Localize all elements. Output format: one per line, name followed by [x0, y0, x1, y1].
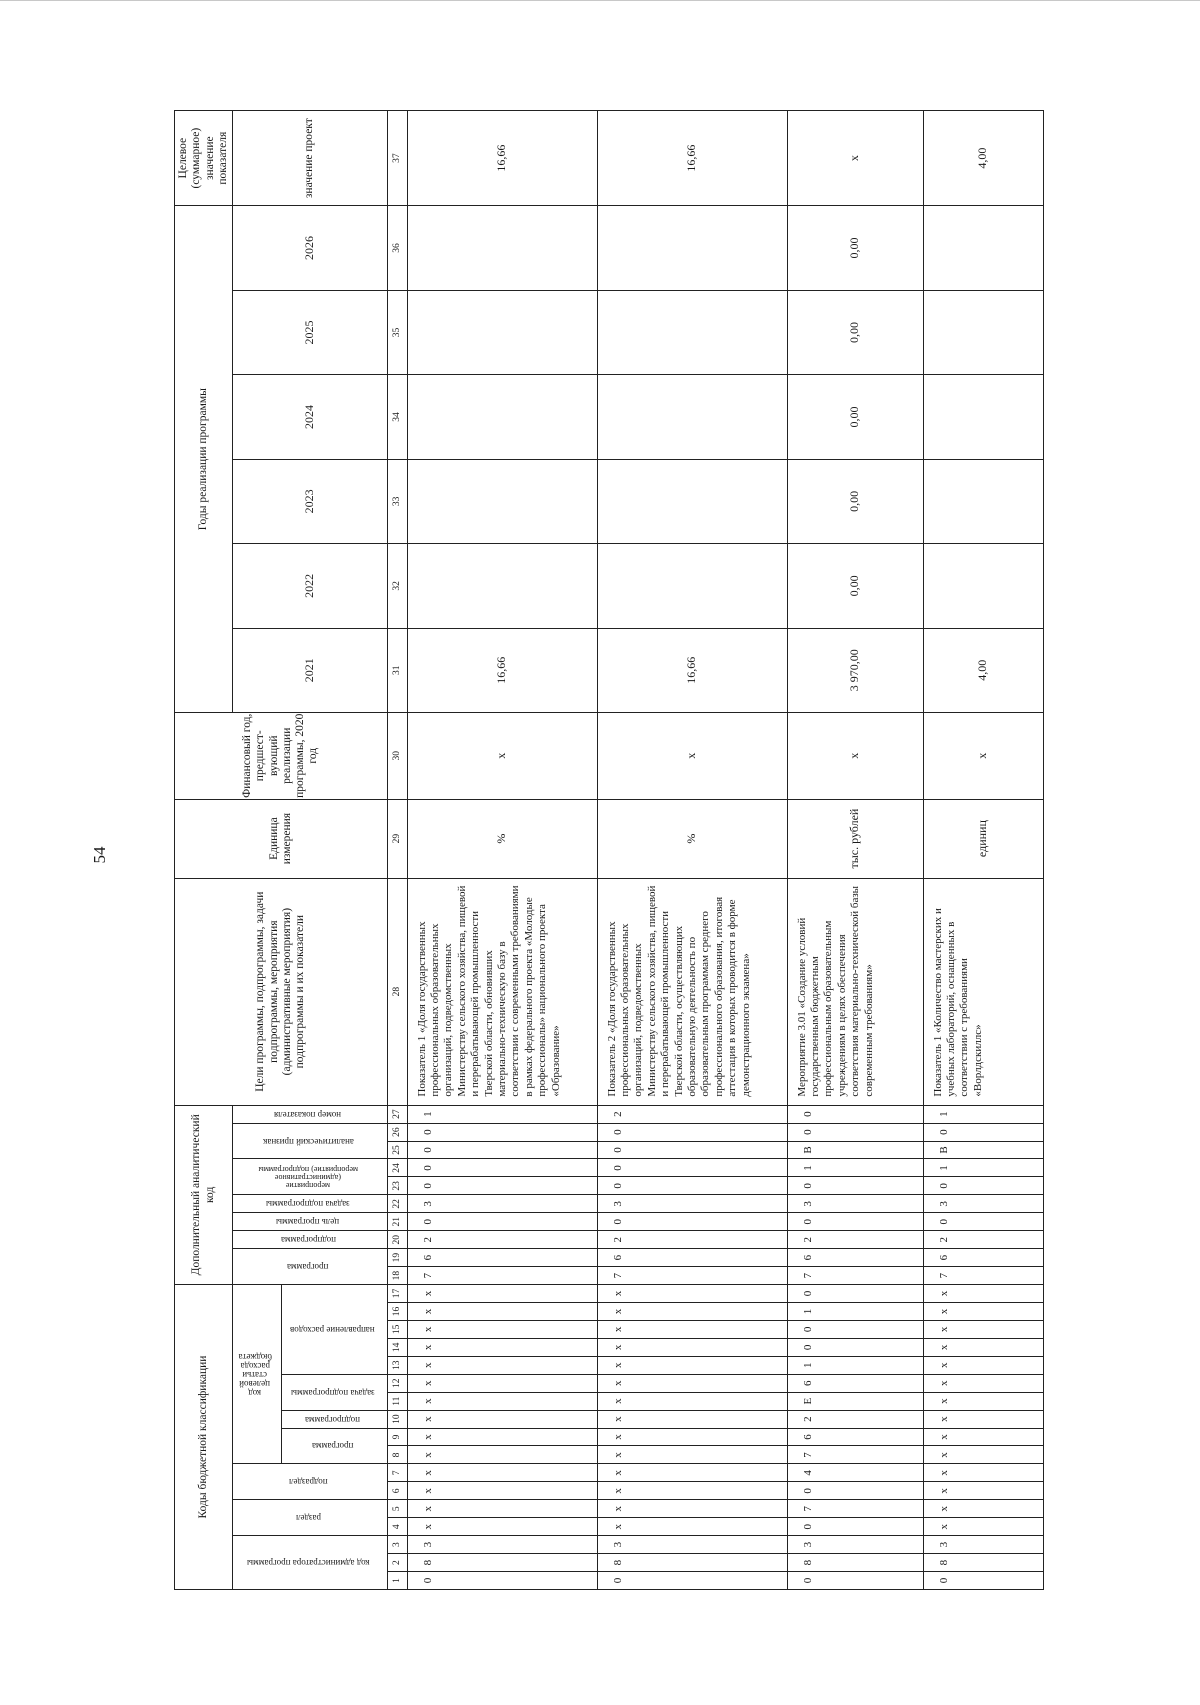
- year-value-2023: [407, 459, 597, 543]
- row-fin-year: x: [597, 712, 787, 799]
- column-number: 31: [387, 628, 407, 712]
- column-number: 17: [387, 1285, 407, 1303]
- column-number: 32: [387, 544, 407, 628]
- code-cell: x: [407, 1500, 597, 1518]
- code-cell: 0: [407, 1141, 597, 1159]
- code-cell: 7: [787, 1500, 923, 1518]
- column-numbers-row: [387, 111, 407, 1590]
- year-value-2022: 0,00: [787, 544, 923, 628]
- code-cell: 0: [787, 1572, 923, 1590]
- row-description: Показатель 2 «Доля государственных профессиональных образовательных организаций, подведомственных Министерству сельского хозяйства, пищевой и перерабатывающей промышленности Тверской области, осуществляющих образовательную деятельность по образовательным программам среднего профессионального образования, итоговая аттестация в которых проводится в форме демонстрационного экзамена»: [597, 878, 787, 1105]
- header-years: Годы реализации программы: [175, 206, 233, 713]
- code-cell: 0: [597, 1123, 787, 1141]
- code-cell: x: [597, 1500, 787, 1518]
- code-cell: 1: [923, 1159, 1043, 1177]
- row-unit: %: [597, 799, 787, 878]
- code-cell: 0: [923, 1213, 1043, 1231]
- code-cell: 0: [787, 1105, 923, 1123]
- code-cell: 0: [407, 1159, 597, 1177]
- code-cell: x: [407, 1392, 597, 1410]
- code-cell: 0: [407, 1213, 597, 1231]
- code-cell: 3: [407, 1195, 597, 1213]
- code-cell: 0: [787, 1482, 923, 1500]
- code-cell: x: [597, 1285, 787, 1303]
- header-goals: Цели программы, подпрограммы, задачи подпрограммы, мероприятия (административные мероприятия) подпрограммы и их показатели: [175, 878, 388, 1105]
- code-cell: x: [407, 1320, 597, 1338]
- code-cell: 1: [787, 1159, 923, 1177]
- header-a-subprogram: подпрограмма: [233, 1231, 388, 1249]
- column-number: 26: [387, 1123, 407, 1141]
- code-cell: x: [597, 1428, 787, 1446]
- code-cell: 0: [787, 1177, 923, 1195]
- column-number: 34: [387, 375, 407, 459]
- code-cell: x: [407, 1356, 597, 1374]
- code-cell: 3: [923, 1536, 1043, 1554]
- column-number: 1: [387, 1572, 407, 1590]
- header-a-sign: аналитический признак: [233, 1123, 388, 1159]
- column-number: 7: [387, 1464, 407, 1482]
- column-number: 16: [387, 1303, 407, 1321]
- code-cell: x: [923, 1464, 1043, 1482]
- row-unit: единиц: [923, 799, 1043, 878]
- code-cell: x: [923, 1338, 1043, 1356]
- table-row: [787, 111, 923, 1590]
- code-cell: x: [407, 1410, 597, 1428]
- header-program: программа: [281, 1428, 387, 1464]
- year-value-2021: 4,00: [923, 628, 1043, 712]
- code-cell: 6: [407, 1249, 597, 1267]
- code-cell: x: [407, 1374, 597, 1392]
- year-value-2024: [407, 375, 597, 459]
- year-value-2025: [923, 290, 1043, 374]
- code-cell: 7: [787, 1267, 923, 1285]
- code-cell: 0: [923, 1177, 1043, 1195]
- code-cell: 0: [787, 1518, 923, 1536]
- program-table: [174, 110, 1044, 1590]
- code-cell: 0: [787, 1320, 923, 1338]
- year-value-2025: [407, 290, 597, 374]
- code-cell: 0: [787, 1338, 923, 1356]
- row-description: Показатель 1 «Доля государственных профессиональных образовательных организаций, подведомственных Министерству сельского хозяйства, пищевой и перерабатывающей промышленности Тверской области, обновивших материально-техническую базу в соответствии с современными требованиями в рамках федерального проекта «Молодые профессионалы» национального проекта «Образование»: [407, 878, 597, 1105]
- header-target: Целевое (суммарное) значение показателя: [175, 111, 233, 206]
- code-cell: 3: [597, 1536, 787, 1554]
- page-number: 54: [90, 846, 109, 864]
- year-value-2026: [597, 206, 787, 290]
- column-number: 13: [387, 1356, 407, 1374]
- column-number: 21: [387, 1213, 407, 1231]
- code-cell: x: [407, 1518, 597, 1536]
- year-2025: 2025: [233, 290, 388, 374]
- code-cell: 3: [787, 1536, 923, 1554]
- column-number: 27: [387, 1105, 407, 1123]
- column-number: 25: [387, 1141, 407, 1159]
- code-cell: x: [407, 1338, 597, 1356]
- year-value-2023: 0,00: [787, 459, 923, 543]
- code-cell: Е: [787, 1392, 923, 1410]
- code-cell: 0: [407, 1177, 597, 1195]
- column-number: 22: [387, 1195, 407, 1213]
- header-admin-code: код администратора программы: [233, 1536, 388, 1590]
- year-2024: 2024: [233, 375, 388, 459]
- code-cell: 0: [407, 1572, 597, 1590]
- year-value-2026: [923, 206, 1043, 290]
- column-number: 36: [387, 206, 407, 290]
- column-number: 28: [387, 878, 407, 1105]
- column-number: 35: [387, 290, 407, 374]
- year-value-2026: 0,00: [787, 206, 923, 290]
- code-cell: x: [923, 1428, 1043, 1446]
- column-number: 2: [387, 1554, 407, 1572]
- code-cell: 1: [787, 1356, 923, 1374]
- header-a-goal: цель программы: [233, 1213, 388, 1231]
- column-number: 37: [387, 111, 407, 206]
- code-cell: x: [923, 1518, 1043, 1536]
- code-cell: x: [923, 1446, 1043, 1464]
- code-cell: 0: [597, 1213, 787, 1231]
- row-unit: %: [407, 799, 597, 878]
- header-subsection: подраздел: [233, 1464, 388, 1500]
- column-number: 23: [387, 1177, 407, 1195]
- code-cell: x: [597, 1410, 787, 1428]
- header-fin-year: Финансовый год, предшест-вующий реализации программы, 2020 год: [175, 712, 388, 799]
- code-cell: 3: [787, 1195, 923, 1213]
- row-fin-year: x: [407, 712, 597, 799]
- code-cell: 0: [597, 1141, 787, 1159]
- code-cell: 2: [597, 1105, 787, 1123]
- column-number: 33: [387, 459, 407, 543]
- row-description: Показатель 1 «Количество мастерских и учебных лабораторий, оснащенных в соответствии с требованиями «Ворлдскиллс»: [923, 878, 1043, 1105]
- header-a-program: программа: [233, 1249, 388, 1285]
- table-body: [407, 111, 1043, 1590]
- header-a-indicator: номер показателя: [233, 1105, 388, 1123]
- year-value-2022: [923, 544, 1043, 628]
- code-cell: 1: [923, 1105, 1043, 1123]
- year-value-2025: 0,00: [787, 290, 923, 374]
- year-2023: 2023: [233, 459, 388, 543]
- code-cell: 3: [407, 1536, 597, 1554]
- code-cell: 8: [923, 1554, 1043, 1572]
- code-cell: 1: [787, 1303, 923, 1321]
- column-number: 10: [387, 1410, 407, 1428]
- code-cell: x: [407, 1482, 597, 1500]
- column-number: 11: [387, 1392, 407, 1410]
- row-target: 16,66: [407, 111, 597, 206]
- code-cell: x: [407, 1285, 597, 1303]
- code-cell: x: [597, 1392, 787, 1410]
- year-value-2021: 3 970,00: [787, 628, 923, 712]
- code-cell: 2: [597, 1231, 787, 1249]
- header-analytic-code: Дополнительный аналитический код: [175, 1105, 233, 1284]
- code-cell: x: [597, 1320, 787, 1338]
- code-cell: x: [597, 1374, 787, 1392]
- code-cell: x: [597, 1482, 787, 1500]
- column-number: 19: [387, 1249, 407, 1267]
- year-value-2021: 16,66: [407, 628, 597, 712]
- code-cell: 0: [787, 1285, 923, 1303]
- code-cell: 2: [787, 1231, 923, 1249]
- code-cell: 7: [597, 1267, 787, 1285]
- code-cell: 0: [923, 1572, 1043, 1590]
- row-description: Мероприятие 3.01 «Создание условий государственным бюджетным профессиональным образовательным учреждениям в целях обеспечения соответствия материально-технической базы современным требованиям»: [787, 878, 923, 1105]
- code-cell: 6: [787, 1428, 923, 1446]
- column-number: 24: [387, 1159, 407, 1177]
- code-cell: 8: [597, 1554, 787, 1572]
- code-cell: x: [407, 1446, 597, 1464]
- code-cell: x: [597, 1338, 787, 1356]
- header-section: раздел: [233, 1500, 388, 1536]
- header-target-sub: значение проект: [233, 111, 388, 206]
- year-value-2022: [597, 544, 787, 628]
- table-row: [923, 111, 1043, 1590]
- header-a-event: мероприятие (административное мероприятие) подпрограммы: [233, 1159, 388, 1195]
- column-number: 29: [387, 799, 407, 878]
- column-number: 12: [387, 1374, 407, 1392]
- row-unit: тыс. рублей: [787, 799, 923, 878]
- column-number: 15: [387, 1320, 407, 1338]
- code-cell: x: [923, 1374, 1043, 1392]
- header-target-article: код целевой статьи расхода бюджета: [233, 1285, 282, 1464]
- header-unit: Единица измерения: [175, 799, 388, 878]
- code-cell: x: [923, 1392, 1043, 1410]
- year-value-2024: [597, 375, 787, 459]
- table-row: [407, 111, 597, 1590]
- column-number: 9: [387, 1428, 407, 1446]
- column-number: 20: [387, 1231, 407, 1249]
- code-cell: x: [597, 1356, 787, 1374]
- row-target: 4,00: [923, 111, 1043, 206]
- year-2021: 2021: [233, 628, 388, 712]
- code-cell: 0: [787, 1213, 923, 1231]
- column-number: 8: [387, 1446, 407, 1464]
- year-2022: 2022: [233, 544, 388, 628]
- code-cell: 0: [407, 1123, 597, 1141]
- code-cell: x: [407, 1303, 597, 1321]
- code-cell: 8: [787, 1554, 923, 1572]
- year-value-2024: [923, 375, 1043, 459]
- row-fin-year: x: [787, 712, 923, 799]
- code-cell: x: [923, 1500, 1043, 1518]
- year-value-2022: [407, 544, 597, 628]
- code-cell: 0: [597, 1177, 787, 1195]
- code-cell: 3: [597, 1195, 787, 1213]
- header-a-task: задача подпрограммы: [233, 1195, 388, 1213]
- header-budget-codes: Коды бюджетной классификации: [175, 1285, 233, 1590]
- code-cell: 2: [407, 1231, 597, 1249]
- year-value-2025: [597, 290, 787, 374]
- code-cell: В: [923, 1141, 1043, 1159]
- header-subprogram-task: задача подпрограммы: [281, 1374, 387, 1410]
- code-cell: 7: [787, 1446, 923, 1464]
- row-fin-year: x: [923, 712, 1043, 799]
- code-cell: 0: [923, 1123, 1043, 1141]
- column-number: 6: [387, 1482, 407, 1500]
- code-cell: x: [407, 1464, 597, 1482]
- code-cell: В: [787, 1141, 923, 1159]
- code-cell: x: [923, 1410, 1043, 1428]
- code-cell: x: [597, 1464, 787, 1482]
- row-target: x: [787, 111, 923, 206]
- code-cell: x: [923, 1320, 1043, 1338]
- year-value-2023: [597, 459, 787, 543]
- column-number: 14: [387, 1338, 407, 1356]
- code-cell: x: [923, 1482, 1043, 1500]
- code-cell: 2: [787, 1410, 923, 1428]
- column-number: 18: [387, 1267, 407, 1285]
- code-cell: x: [407, 1428, 597, 1446]
- header-expense-direction: направление расходов: [281, 1285, 387, 1375]
- code-cell: x: [923, 1285, 1043, 1303]
- column-number: 4: [387, 1518, 407, 1536]
- code-cell: 6: [597, 1249, 787, 1267]
- program-table-rotated: [174, 110, 1034, 1590]
- code-cell: 7: [923, 1267, 1043, 1285]
- code-cell: x: [597, 1446, 787, 1464]
- year-value-2026: [407, 206, 597, 290]
- column-number: 30: [387, 712, 407, 799]
- year-2026: 2026: [233, 206, 388, 290]
- code-cell: 6: [923, 1249, 1043, 1267]
- column-number: 5: [387, 1500, 407, 1518]
- code-cell: 8: [407, 1554, 597, 1572]
- code-cell: 2: [923, 1231, 1043, 1249]
- header-subprogram: подпрограмма: [281, 1410, 387, 1428]
- code-cell: 3: [923, 1195, 1043, 1213]
- code-cell: 0: [597, 1159, 787, 1177]
- code-cell: x: [597, 1303, 787, 1321]
- year-value-2023: [923, 459, 1043, 543]
- code-cell: 4: [787, 1464, 923, 1482]
- scan-edge: [0, 0, 1200, 1]
- row-target: 16,66: [597, 111, 787, 206]
- code-cell: 1: [407, 1105, 597, 1123]
- code-cell: 7: [407, 1267, 597, 1285]
- year-value-2021: 16,66: [597, 628, 787, 712]
- code-cell: x: [597, 1518, 787, 1536]
- year-value-2024: 0,00: [787, 375, 923, 459]
- code-cell: 6: [787, 1249, 923, 1267]
- code-cell: 0: [787, 1123, 923, 1141]
- column-number: 3: [387, 1536, 407, 1554]
- code-cell: 6: [787, 1374, 923, 1392]
- table-row: [597, 111, 787, 1590]
- code-cell: x: [923, 1303, 1043, 1321]
- code-cell: 0: [597, 1572, 787, 1590]
- code-cell: x: [923, 1356, 1043, 1374]
